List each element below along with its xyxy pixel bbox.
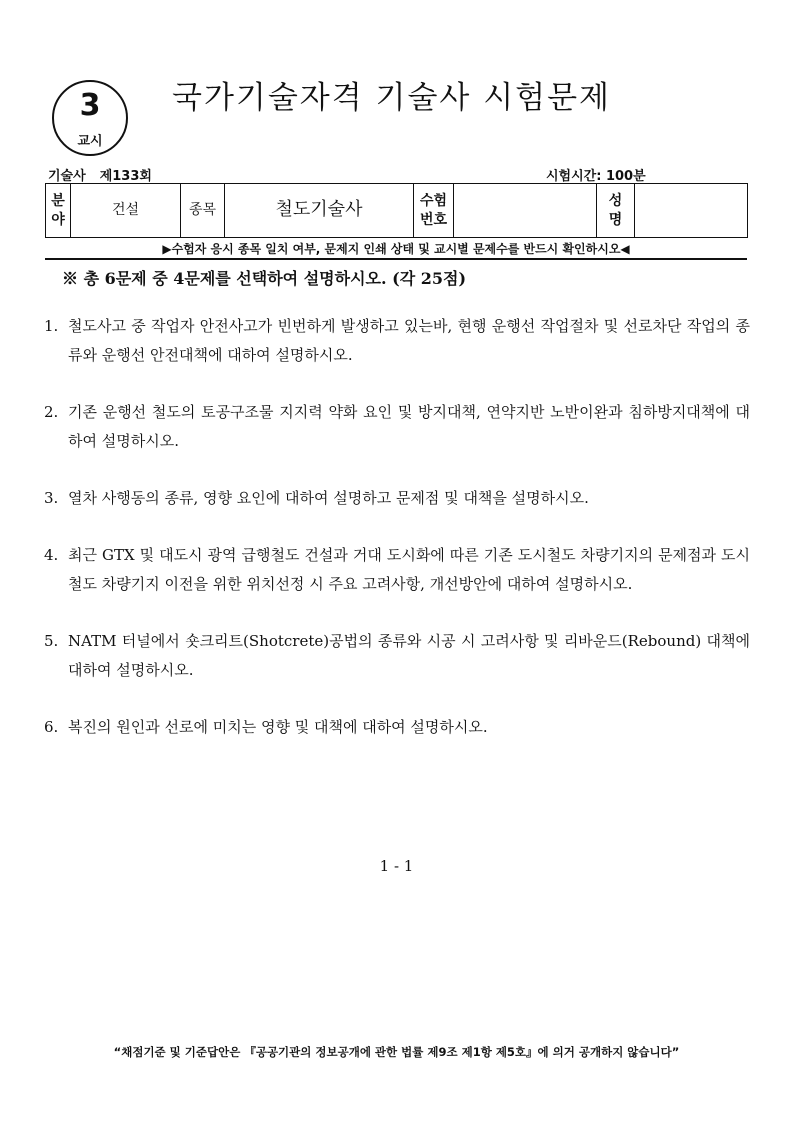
footer-disclaimer: “채점기준 및 기준답안은 『공공기관의 정보공개에 관한 법률 제9조 제1항 제5호』에 의거 공개하지 않습니다” (113, 1045, 680, 1059)
session-label: 교시 (77, 134, 103, 149)
exam-no-field[interactable] (454, 184, 597, 238)
exam-category: 기술사 (48, 169, 86, 184)
exam-info-table (45, 183, 748, 238)
page-title: 국가기술자격 기술사 시험문제 (172, 80, 612, 116)
exam-round (48, 165, 152, 184)
exam-round-number: 제133회 (99, 169, 152, 184)
question-number: 5. (44, 632, 59, 650)
type-label: 종목 (181, 184, 225, 238)
question-text: 열차 사행동의 종류, 영향 요인에 대하여 설명하고 문제점 및 대책을 설명하시오. (68, 489, 589, 507)
question-number: 2. (44, 403, 59, 421)
question-number: 6. (44, 718, 59, 736)
page-number: 1 - 1 (379, 857, 414, 875)
field-label: 분 야 (46, 184, 71, 238)
question-text: 복진의 원인과 선로에 미치는 영향 및 대책에 대하여 설명하시오. (68, 718, 488, 736)
divider (45, 258, 747, 260)
question-item (44, 627, 750, 685)
name-label: 성 명 (597, 184, 635, 238)
question-number: 3. (44, 489, 59, 507)
question-text: 철도사고 중 작업자 안전사고가 빈번하게 발생하고 있는바, 현행 운행선 작업절차 및 선로차단 작업의 종류와 운행선 안전대책에 대하여 설명하시오. (68, 317, 750, 364)
question-text: 최근 GTX 및 대도시 광역 급행철도 건설과 거대 도시화에 따른 기존 도시철도 차량기지의 문제점과 도시철도 차량기지 이전을 위한 위치선정 시 주요 고려사항, 개선방안에 대하여 설명하시오. (68, 546, 750, 593)
session-number: 3 (79, 88, 101, 123)
field-value: 건설 (71, 184, 181, 238)
question-item (44, 398, 750, 456)
type-value: 철도기술사 (225, 184, 414, 238)
question-number: 4. (44, 546, 59, 564)
notice-banner: ▶수험자 응시 종목 일치 여부, 문제지 인쇄 상태 및 교시별 문제수를 반드시 확인하시오◀ (162, 242, 630, 256)
question-item (44, 541, 750, 599)
exam-time: 시험시간: 100분 (546, 169, 646, 184)
exam-no-label: 수험 번호 (414, 184, 454, 238)
name-field[interactable] (635, 184, 748, 238)
question-text: 기존 운행선 철도의 토공구조물 지지력 약화 요인 및 방지대책, 연약지반 노반이완과 침하방지대책에 대하여 설명하시오. (68, 403, 750, 450)
question-item (44, 312, 750, 370)
session-badge (52, 80, 128, 156)
question-list (44, 312, 750, 770)
question-number: 1. (44, 317, 59, 335)
question-item (44, 484, 750, 513)
instruction: ※ 총 6문제 중 4문제를 선택하여 설명하시오. (각 25점) (62, 269, 467, 288)
question-text: NATM 터널에서 숏크리트(Shotcrete)공법의 종류와 시공 시 고려사항 및 리바운드(Rebound) 대책에 대하여 설명하시오. (68, 632, 750, 679)
question-item (44, 713, 750, 742)
